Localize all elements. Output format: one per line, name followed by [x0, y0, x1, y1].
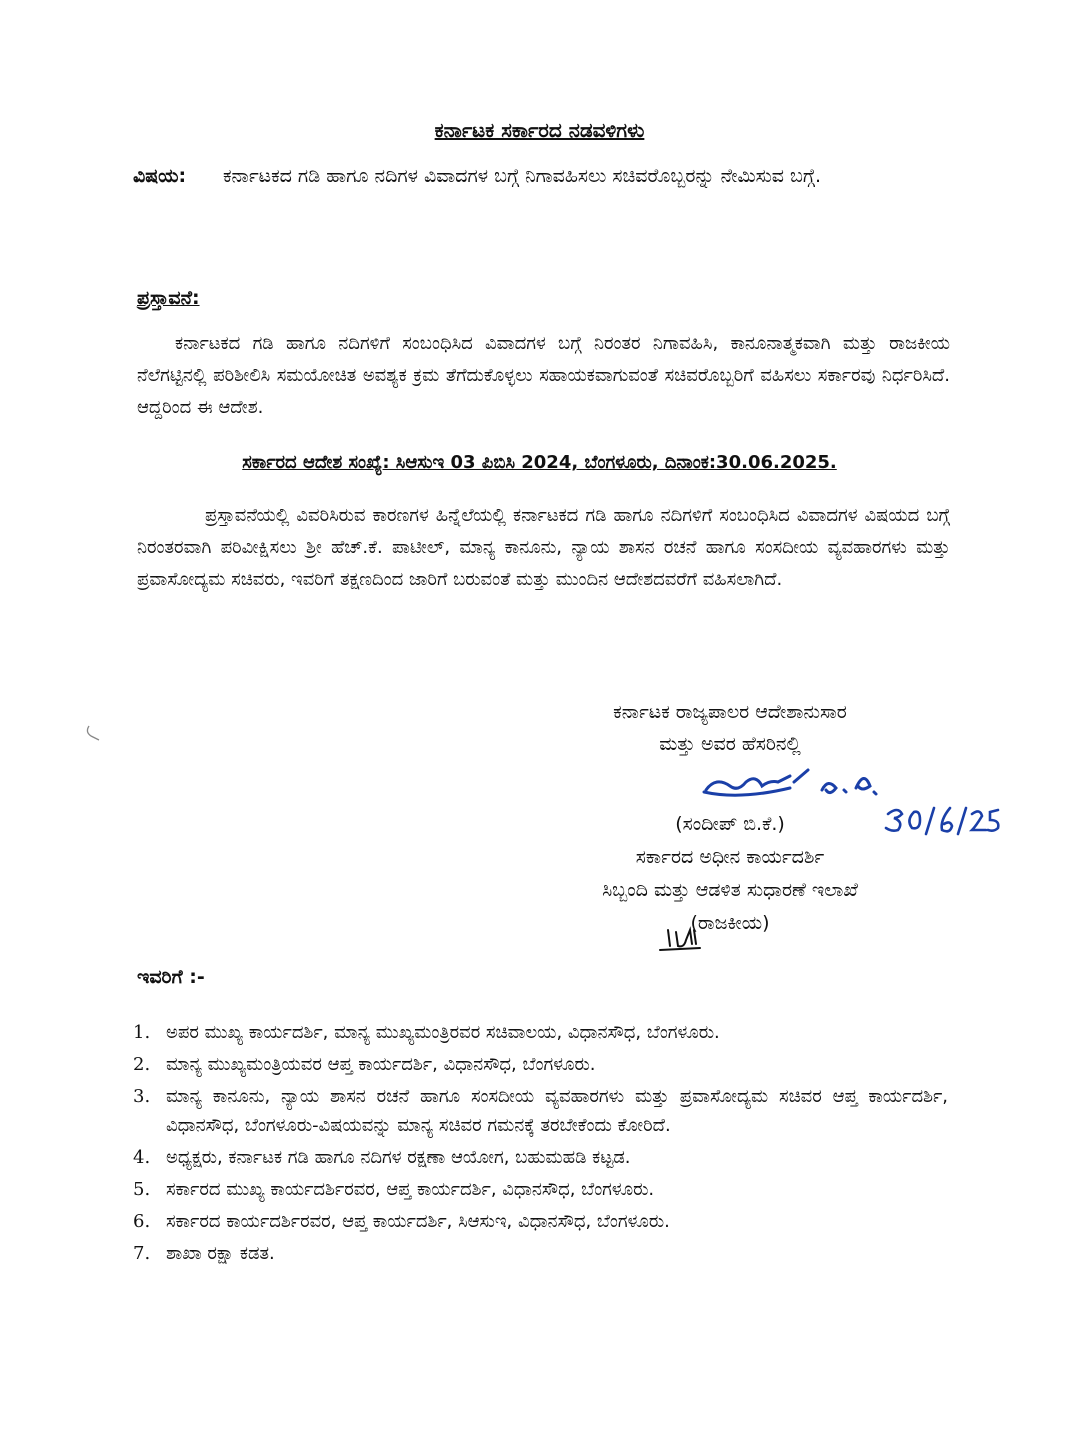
- list-item: 2. ಮಾನ್ಯ ಮುಖ್ಯಮಂತ್ರಿಯವರ ಆಪ್ತ ಕಾರ್ಯದರ್ಶಿ, ವಿಧಾನಸೌಧ, ಬೆಂಗಳೂರು.: [133, 1054, 596, 1075]
- authority-block: [520, 696, 940, 760]
- preamble-paragraph: ಕರ್ನಾಟಕದ ಗಡಿ ಹಾಗೂ ನದಿಗಳಿಗೆ ಸಂಬಂಧಿಸಿದ ವಿವಾದಗಳ ಬಗ್ಗೆ ನಿರಂತರ ನಿಗಾವಹಿಸಿ, ಕಾನೂನಾತ್ಮಕವಾಗಿ ಮತ್ತು ರಾಜಕೀಯ ನೆಲೆಗಟ್ಟಿನಲ್ಲಿ ಪರಿಶೀಲಿಸಿ ಸಮಯೋಚಿತ ಅವಶ್ಯಕ ಕ್ರಮ ತೆಗೆದುಕೊಳ್ಳಲು ಸಹಾಯಕವಾಗುವಂತೆ ಸಚಿವರೊಬ್ಬರಿಗೆ ವಹಿಸಲು ಸರ್ಕಾರವು ನಿರ್ಧರಿಸಿದೆ. ಆದ್ದರಿಂದ ಈ ಆದೇಶ.: [137, 333, 950, 418]
- order-number-line: ಸರ್ಕಾರದ ಆದೇಶ ಸಂಖ್ಯೆ: ಸಿಆಸುಇ 03 ಪಿಬಿಸಿ 2024, ಬೆಂಗಳೂರು, ದಿನಾಂಕ:30.06.2025.: [242, 452, 837, 473]
- preamble-heading: ಪ್ರಸ್ತಾವನೆ:: [137, 287, 200, 309]
- subject-block: [133, 160, 953, 193]
- distribution-heading: ಇವರಿಗೆ :-: [137, 966, 205, 988]
- signatory-designation: ಸರ್ಕಾರದ ಅಧೀನ ಕಾರ್ಯದರ್ಶಿ: [635, 846, 825, 868]
- list-item: 7. ಶಾಖಾ ರಕ್ಷಾ ಕಡತ.: [133, 1243, 275, 1264]
- list-item: 3. ಮಾನ್ಯ ಕಾನೂನು, ನ್ಯಾಯ ಶಾಸನ ರಚನೆ ಹಾಗೂ ಸಂಸದೀಯ ವ್ಯವಹಾರಗಳು ಮತ್ತು ಪ್ರವಾಸೋದ್ಯಮ ಸಚಿವರ ಆಪ್ತ ಕಾರ್ಯದರ್ಶಿ, ವಿಧಾನಸೌಧ, ಬೆಂಗಳೂರು-ವಿಷಯವನ್ನು ಮಾನ್ಯ ಸಚಿವರ ಗಮನಕ್ಕೆ ತರಬೇಕೆಂದು ಕೋರಿದೆ.: [133, 1086, 948, 1136]
- signatory-department: ಸಿಬ್ಬಂದಿ ಮತ್ತು ಆಡಳಿತ ಸುಧಾರಣೆ ಇಲಾಖೆ: [602, 879, 858, 901]
- list-item: 6. ಸರ್ಕಾರದ ಕಾರ್ಯದರ್ಶಿರವರ, ಆಪ್ತ ಕಾರ್ಯದರ್ಶಿ, ಸಿಆಸುಇ, ವಿಧಾನಸೌಧ, ಬೆಂಗಳೂರು.: [133, 1211, 670, 1232]
- list-item: 5. ಸರ್ಕಾರದ ಮುಖ್ಯ ಕಾರ್ಯದರ್ಶಿರವರ, ಆಪ್ತ ಕಾರ್ಯದರ್ಶಿ, ವಿಧಾನಸೌಧ, ಬೆಂಗಳೂರು.: [133, 1179, 655, 1200]
- order-paragraph: ಪ್ರಸ್ತಾವನೆಯಲ್ಲಿ ವಿವರಿಸಿರುವ ಕಾರಣಗಳ ಹಿನ್ನೆಲೆಯಲ್ಲಿ ಕರ್ನಾಟಕದ ಗಡಿ ಹಾಗೂ ನದಿಗಳಿಗೆ ಸಂಬಂಧಿಸಿದ ವಿವಾದಗಳ ವಿಷಯದ ಬಗ್ಗೆ ನಿರಂತರವಾಗಿ ಪರಿವೀಕ್ಷಿಸಲು ಶ್ರೀ ಹೆಚ್.ಕೆ. ಪಾಟೀಲ್, ಮಾನ್ಯ ಕಾನೂನು, ನ್ಯಾಯ ಶಾಸನ ರಚನೆ ಹಾಗೂ ಸಂಸದೀಯ ವ್ಯವಹಾರಗಳು ಮತ್ತು ಪ್ರವಾಸೋದ್ಯಮ ಸಚಿವರು, ಇವರಿಗೆ ತಕ್ಷಣದಿಂದ ಜಾರಿಗೆ ಬರುವಂತೆ ಮತ್ತು ಮುಂದಿನ ಆದೇಶದವರೆಗೆ ವಹಿಸಲಾಗಿದೆ.: [137, 505, 950, 590]
- authority-line-1: ಕರ್ನಾಟಕ ರಾಜ್ಯಪಾಲರ ಆದೇಶಾನುಸಾರ: [613, 701, 847, 723]
- signatory-name: (ಸಂದೀಪ್ ಬಿ.ಕೆ.): [675, 813, 785, 835]
- signatory-section: (ರಾಜಕೀಯ): [690, 912, 770, 934]
- signature-scribble-icon: [704, 770, 876, 795]
- stray-mark-icon: [83, 724, 103, 744]
- list-item: 4. ಅಧ್ಯಕ್ಷರು, ಕರ್ನಾಟಕ ಗಡಿ ಹಾಗೂ ನದಿಗಳ ರಕ್ಷಣಾ ಆಯೋಗ, ಬಹುಮಹಡಿ ಕಟ್ಟಡ.: [133, 1147, 631, 1168]
- subject-text: ಕರ್ನಾಟಕದ ಗಡಿ ಹಾಗೂ ನದಿಗಳ ವಿವಾದಗಳ ಬಗ್ಗೆ ನಿಗಾವಹಿಸಲು ಸಚಿವರೊಬ್ಬರನ್ನು ನೇಮಿಸುವ ಬಗ್ಗೆ.: [223, 165, 822, 187]
- list-item: 1. ಅಪರ ಮುಖ್ಯ ಕಾರ್ಯದರ್ಶಿ, ಮಾನ್ಯ ಮುಖ್ಯಮಂತ್ರಿರವರ ಸಚಿವಾಲಯ, ವಿಧಾನಸೌಧ, ಬೆಂಗಳೂರು.: [133, 1022, 720, 1043]
- distribution-list: [133, 1018, 948, 1271]
- document-title: ಕರ್ನಾಟಕ ಸರ್ಕಾರದ ನಡವಳಿಗಳು: [434, 118, 645, 142]
- signatory-block: [520, 808, 940, 940]
- subject-label: ವಿಷಯ:: [133, 165, 187, 187]
- authority-line-2: ಮತ್ತು ಅವರ ಹೆಸರಿನಲ್ಲಿ: [659, 733, 801, 755]
